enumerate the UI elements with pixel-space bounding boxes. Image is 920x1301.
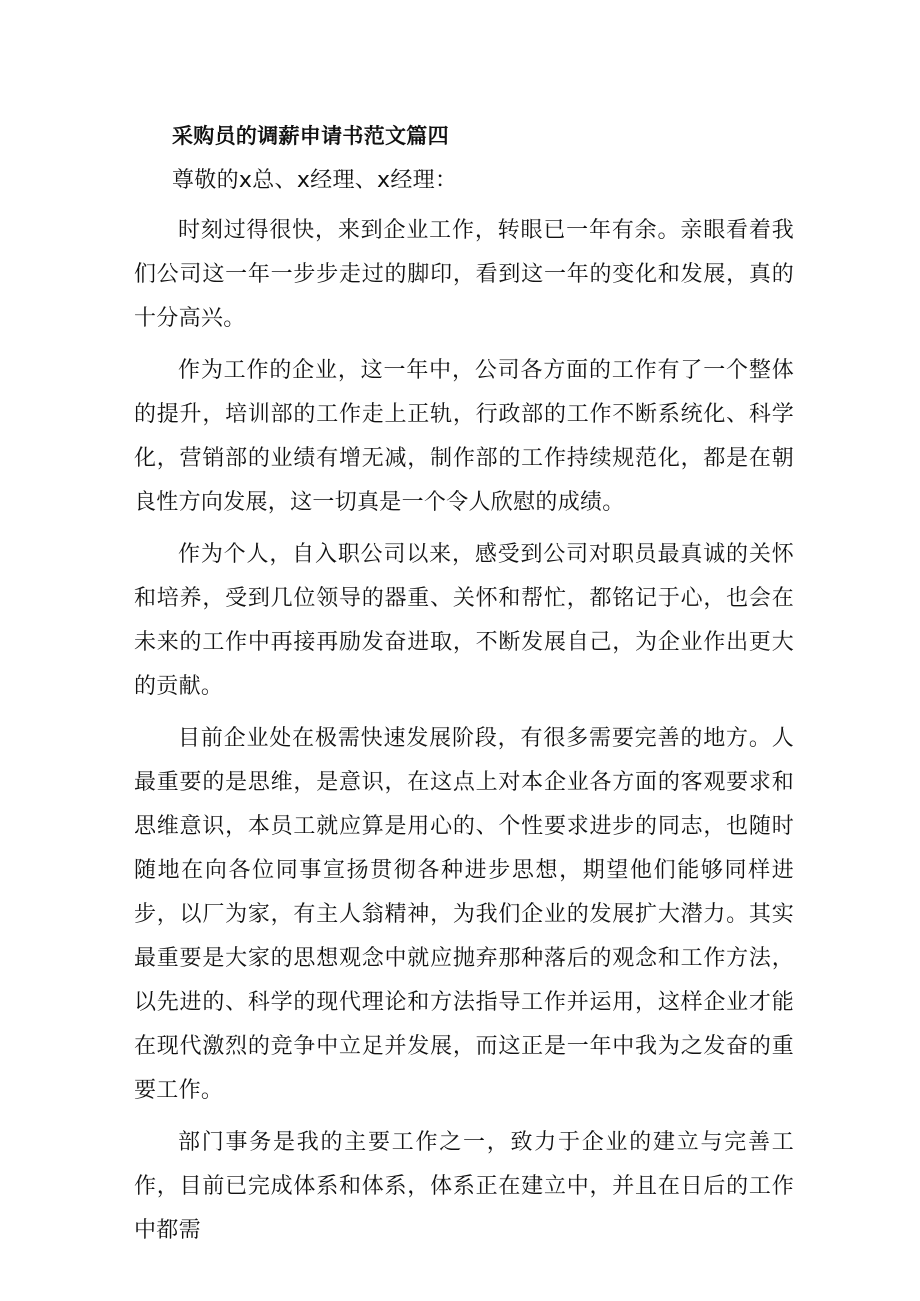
paragraph-1: 时刻过得很快，来到企业工作，转眼已一年有余。亲眼看着我们公司这一年一步步走过的脚印，看到这一年的变化和发展，真的十分高兴。 bbox=[134, 218, 794, 331]
document-body bbox=[134, 116, 794, 1261]
paragraph-3: 作为个人，自入职公司以来，感受到公司对职员最真诚的关怀和培养，受到几位领导的器重、关怀和帮忙，都铭记于心，也会在未来的工作中再接再励发奋进取，不断发展自己，为企业作出更大的贡献。 bbox=[134, 542, 794, 699]
paragraph-4: 目前企业处在极需快速发展阶段，有很多需要完善的地方。人最重要的是思维，是意识，在这点上对本企业各方面的客观要求和思维意识，本员工就应算是用心的、个性要求进步的同志，也随时随地在向各位同事宣扬贯彻各种进步思想，期望他们能够同样进步，以厂为家，有主人翁精神，为我们企业的发展扩大潜力。其实最重要是大家的思想观念中就应抛弃那种落后的观念和工作方法，以先进的、科学的现代理论和方法指导工作并运用，这样企业才能在现代激烈的竞争中立足并发展，而这正是一年中我为之发奋的重要工作。 bbox=[134, 726, 794, 1103]
paragraph-5: 部门事务是我的主要工作之一，致力于企业的建立与完善工作，目前已完成体系和体系，体系正在建立中，并且在日后的工作中都需 bbox=[134, 1130, 794, 1243]
document-title: 采购员的调薪申请书范文篇四 bbox=[172, 124, 449, 148]
greeting-line: 尊敬的x总、x经理、x经理： bbox=[172, 168, 458, 193]
paragraph-2: 作为工作的企业，这一年中，公司各方面的工作有了一个整体的提升，培训部的工作走上正轨，行政部的工作不断系统化、科学化，营销部的业绩有增无减，制作部的工作持续规范化，都是在朝良性方向发展，这一切真是一个令人欣慰的成绩。 bbox=[134, 358, 794, 515]
